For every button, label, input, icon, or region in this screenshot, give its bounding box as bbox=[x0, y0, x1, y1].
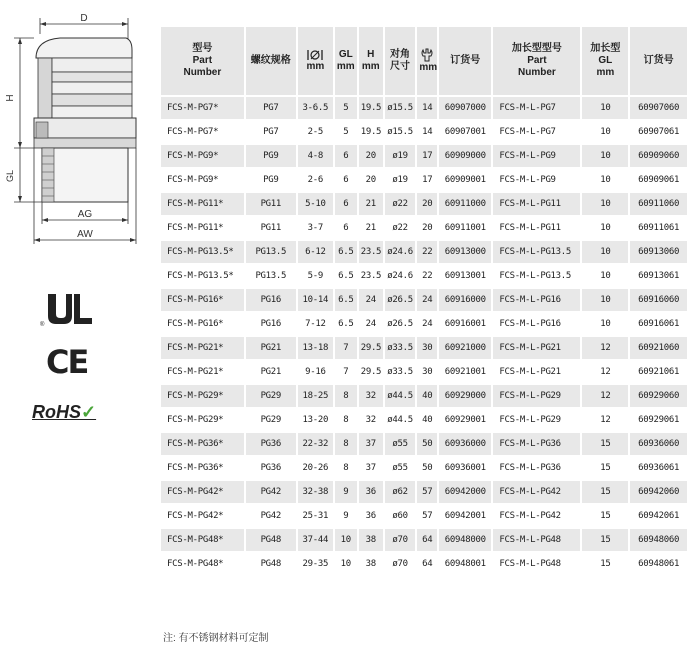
cell-long-part: FCS-M-L-PG7 bbox=[493, 97, 582, 119]
cell-gl: 6.5 bbox=[335, 265, 359, 287]
cell-diag: ø44.5 bbox=[385, 409, 418, 431]
cell-long-gl: 10 bbox=[582, 265, 630, 287]
cell-wrench: 22 bbox=[417, 265, 439, 287]
cell-order2: 60948061 bbox=[630, 553, 689, 575]
cell-order2: 60921060 bbox=[630, 337, 689, 359]
cell-part: FCS-M-PG13.5* bbox=[161, 265, 246, 287]
wrench-icon bbox=[420, 48, 434, 62]
cell-long-part: FCS-M-L-PG42 bbox=[493, 505, 582, 527]
col-order2: 订货号 bbox=[630, 27, 689, 95]
cell-h: 38 bbox=[359, 553, 385, 575]
cell-gl: 7 bbox=[335, 361, 359, 383]
col-wrench: mm bbox=[417, 27, 439, 95]
col-thread: 螺纹规格 bbox=[246, 27, 298, 95]
cell-diag: ø62 bbox=[385, 481, 418, 503]
cell-part: FCS-M-PG29* bbox=[161, 409, 246, 431]
cell-thread: PG13.5 bbox=[246, 265, 298, 287]
cell-diag: ø44.5 bbox=[385, 385, 418, 407]
cell-clamp: 13-20 bbox=[298, 409, 335, 431]
cell-diag: ø33.5 bbox=[385, 361, 418, 383]
cell-order2: 60916061 bbox=[630, 313, 689, 335]
cell-h: 20 bbox=[359, 145, 385, 167]
cell-diag: ø55 bbox=[385, 457, 418, 479]
cell-wrench: 64 bbox=[417, 529, 439, 551]
cell-part: FCS-M-PG36* bbox=[161, 433, 246, 455]
cell-gl: 9 bbox=[335, 481, 359, 503]
cell-long-part: FCS-M-L-PG21 bbox=[493, 361, 582, 383]
cell-part: FCS-M-PG9* bbox=[161, 169, 246, 191]
cell-thread: PG9 bbox=[246, 145, 298, 167]
cell-long-part: FCS-M-L-PG9 bbox=[493, 169, 582, 191]
cell-thread: PG16 bbox=[246, 313, 298, 335]
cell-order2: 60942061 bbox=[630, 505, 689, 527]
cell-gl: 8 bbox=[335, 433, 359, 455]
cell-clamp: 13-18 bbox=[298, 337, 335, 359]
cell-long-gl: 15 bbox=[582, 457, 630, 479]
table-row bbox=[161, 361, 689, 383]
cell-gl: 10 bbox=[335, 553, 359, 575]
col-gl: GL mm bbox=[335, 27, 359, 95]
cell-h: 19.5 bbox=[359, 121, 385, 143]
cell-h: 21 bbox=[359, 217, 385, 239]
cell-h: 37 bbox=[359, 457, 385, 479]
cell-wrench: 50 bbox=[417, 433, 439, 455]
cell-diag: ø33.5 bbox=[385, 337, 418, 359]
cell-order2: 60921061 bbox=[630, 361, 689, 383]
table-row bbox=[161, 169, 689, 191]
cell-thread: PG16 bbox=[246, 289, 298, 311]
cell-wrench: 20 bbox=[417, 193, 439, 215]
cell-diag: ø60 bbox=[385, 505, 418, 527]
cell-order: 60929001 bbox=[439, 409, 493, 431]
table-row bbox=[161, 433, 689, 455]
cell-diag: ø70 bbox=[385, 553, 418, 575]
cell-h: 20 bbox=[359, 169, 385, 191]
table-row bbox=[161, 97, 689, 119]
left-panel bbox=[0, 0, 160, 669]
cell-diag: ø26.5 bbox=[385, 313, 418, 335]
cell-order2: 60936060 bbox=[630, 433, 689, 455]
cell-clamp: 25-31 bbox=[298, 505, 335, 527]
cell-gl: 6.5 bbox=[335, 241, 359, 263]
cell-thread: PG29 bbox=[246, 409, 298, 431]
table-row bbox=[161, 289, 689, 311]
cell-long-part: FCS-M-L-PG11 bbox=[493, 193, 582, 215]
cell-long-part: FCS-M-L-PG29 bbox=[493, 385, 582, 407]
cell-order2: 60913060 bbox=[630, 241, 689, 263]
cell-order2: 60942060 bbox=[630, 481, 689, 503]
cell-h: 24 bbox=[359, 313, 385, 335]
cell-long-part: FCS-M-L-PG48 bbox=[493, 553, 582, 575]
col-long-gl: 加长型 GL mm bbox=[582, 27, 630, 95]
dim-aw-label: AW bbox=[77, 229, 93, 240]
cell-wrench: 50 bbox=[417, 457, 439, 479]
cell-order2: 60916060 bbox=[630, 289, 689, 311]
cell-order: 60913000 bbox=[439, 241, 493, 263]
cell-thread: PG48 bbox=[246, 529, 298, 551]
cell-clamp: 2-5 bbox=[298, 121, 335, 143]
svg-text:®: ® bbox=[40, 322, 45, 328]
cell-order2: 60911060 bbox=[630, 193, 689, 215]
cell-h: 29.5 bbox=[359, 337, 385, 359]
cell-clamp: 3-7 bbox=[298, 217, 335, 239]
cell-wrench: 22 bbox=[417, 241, 439, 263]
cell-wrench: 24 bbox=[417, 289, 439, 311]
cell-clamp: 3-6.5 bbox=[298, 97, 335, 119]
cell-order: 60911000 bbox=[439, 193, 493, 215]
col-model: 型号 Part Number bbox=[161, 27, 246, 95]
cell-clamp: 18-25 bbox=[298, 385, 335, 407]
cell-diag: ø19 bbox=[385, 169, 418, 191]
cell-thread: PG11 bbox=[246, 217, 298, 239]
cell-h: 37 bbox=[359, 433, 385, 455]
table-row bbox=[161, 241, 689, 263]
table-row bbox=[161, 313, 689, 335]
cell-order2: 60936061 bbox=[630, 457, 689, 479]
col-clamp: mm bbox=[298, 27, 335, 95]
cell-order: 60913001 bbox=[439, 265, 493, 287]
cell-clamp: 6-12 bbox=[298, 241, 335, 263]
cell-part: FCS-M-PG36* bbox=[161, 457, 246, 479]
cell-order: 60909000 bbox=[439, 145, 493, 167]
cell-gl: 9 bbox=[335, 505, 359, 527]
cell-thread: PG36 bbox=[246, 457, 298, 479]
cell-thread: PG7 bbox=[246, 97, 298, 119]
cell-long-part: FCS-M-L-PG11 bbox=[493, 217, 582, 239]
check-icon: ✓ bbox=[81, 402, 97, 422]
cell-thread: PG11 bbox=[246, 193, 298, 215]
cell-long-gl: 10 bbox=[582, 289, 630, 311]
cell-order2: 60911061 bbox=[630, 217, 689, 239]
cell-part: FCS-M-PG48* bbox=[161, 529, 246, 551]
cell-clamp: 20-26 bbox=[298, 457, 335, 479]
cell-wrench: 17 bbox=[417, 145, 439, 167]
cell-order: 60948000 bbox=[439, 529, 493, 551]
cell-part: FCS-M-PG7* bbox=[161, 97, 246, 119]
cell-long-gl: 12 bbox=[582, 361, 630, 383]
cell-h: 29.5 bbox=[359, 361, 385, 383]
cell-long-part: FCS-M-L-PG36 bbox=[493, 457, 582, 479]
col-order: 订货号 bbox=[439, 27, 493, 95]
cell-part: FCS-M-PG7* bbox=[161, 121, 246, 143]
footnote: 注: 有不锈钢材料可定制 bbox=[163, 633, 269, 644]
table-row bbox=[161, 385, 689, 407]
cell-diag: ø19 bbox=[385, 145, 418, 167]
cell-long-part: FCS-M-L-PG42 bbox=[493, 481, 582, 503]
cell-h: 38 bbox=[359, 529, 385, 551]
cell-order: 60948001 bbox=[439, 553, 493, 575]
cell-wrench: 64 bbox=[417, 553, 439, 575]
cell-diag: ø70 bbox=[385, 529, 418, 551]
cell-long-part: FCS-M-L-PG16 bbox=[493, 289, 582, 311]
cell-gl: 6.5 bbox=[335, 313, 359, 335]
cell-gl: 10 bbox=[335, 529, 359, 551]
cell-gl: 6 bbox=[335, 193, 359, 215]
cell-order: 60936000 bbox=[439, 433, 493, 455]
table-row bbox=[161, 529, 689, 551]
cell-diag: ø24.6 bbox=[385, 241, 418, 263]
cell-order: 60916000 bbox=[439, 289, 493, 311]
cell-part: FCS-M-PG11* bbox=[161, 217, 246, 239]
cell-h: 32 bbox=[359, 385, 385, 407]
table-row bbox=[161, 337, 689, 359]
cell-clamp: 5-10 bbox=[298, 193, 335, 215]
cell-long-part: FCS-M-L-PG16 bbox=[493, 313, 582, 335]
col-long-model: 加长型型号 Part Number bbox=[493, 27, 582, 95]
cell-h: 19.5 bbox=[359, 97, 385, 119]
cell-wrench: 30 bbox=[417, 337, 439, 359]
cell-wrench: 20 bbox=[417, 217, 439, 239]
cell-long-gl: 10 bbox=[582, 121, 630, 143]
cell-order: 60929000 bbox=[439, 385, 493, 407]
table-row bbox=[161, 409, 689, 431]
cell-wrench: 30 bbox=[417, 361, 439, 383]
cell-order: 60911001 bbox=[439, 217, 493, 239]
cell-part: FCS-M-PG9* bbox=[161, 145, 246, 167]
cell-diag: ø26.5 bbox=[385, 289, 418, 311]
table-row bbox=[161, 265, 689, 287]
spec-table bbox=[161, 25, 689, 577]
cell-part: FCS-M-PG29* bbox=[161, 385, 246, 407]
cell-gl: 8 bbox=[335, 409, 359, 431]
cell-gl: 6 bbox=[335, 169, 359, 191]
cell-h: 36 bbox=[359, 505, 385, 527]
cell-wrench: 40 bbox=[417, 385, 439, 407]
cell-thread: PG36 bbox=[246, 433, 298, 455]
cell-order: 60942000 bbox=[439, 481, 493, 503]
cell-h: 23.5 bbox=[359, 241, 385, 263]
table-row bbox=[161, 145, 689, 167]
cell-part: FCS-M-PG11* bbox=[161, 193, 246, 215]
cell-clamp: 9-16 bbox=[298, 361, 335, 383]
cell-order: 60921000 bbox=[439, 337, 493, 359]
cell-diag: ø24.6 bbox=[385, 265, 418, 287]
cell-gl: 8 bbox=[335, 457, 359, 479]
cell-long-gl: 12 bbox=[582, 409, 630, 431]
header-row bbox=[161, 27, 689, 95]
cell-gl: 7 bbox=[335, 337, 359, 359]
cell-gl: 6 bbox=[335, 145, 359, 167]
cell-order: 60916001 bbox=[439, 313, 493, 335]
cell-long-part: FCS-M-L-PG13.5 bbox=[493, 241, 582, 263]
cell-order: 60936001 bbox=[439, 457, 493, 479]
dim-gl-label: GL bbox=[5, 169, 15, 183]
table-row bbox=[161, 457, 689, 479]
cell-order2: 60909061 bbox=[630, 169, 689, 191]
clamping-range-icon bbox=[306, 49, 324, 61]
cell-long-gl: 10 bbox=[582, 97, 630, 119]
cell-clamp: 10-14 bbox=[298, 289, 335, 311]
cell-part: FCS-M-PG16* bbox=[161, 289, 246, 311]
dim-d-label: D bbox=[80, 13, 88, 24]
cell-order2: 60907061 bbox=[630, 121, 689, 143]
cell-thread: PG13.5 bbox=[246, 241, 298, 263]
col-diag: 对角 尺寸 bbox=[385, 27, 418, 95]
cell-diag: ø22 bbox=[385, 193, 418, 215]
cell-clamp: 5-9 bbox=[298, 265, 335, 287]
cell-order: 60942001 bbox=[439, 505, 493, 527]
cell-order2: 60929060 bbox=[630, 385, 689, 407]
cell-clamp: 32-38 bbox=[298, 481, 335, 503]
cell-clamp: 37-44 bbox=[298, 529, 335, 551]
cell-h: 24 bbox=[359, 289, 385, 311]
cable-gland-diagram bbox=[0, 10, 160, 250]
cell-long-part: FCS-M-L-PG9 bbox=[493, 145, 582, 167]
cell-diag: ø15.5 bbox=[385, 121, 418, 143]
cell-order2: 60929061 bbox=[630, 409, 689, 431]
cell-order: 60907000 bbox=[439, 97, 493, 119]
cell-wrench: 14 bbox=[417, 97, 439, 119]
cell-long-gl: 15 bbox=[582, 553, 630, 575]
table-row bbox=[161, 505, 689, 527]
dim-ag-label: AG bbox=[77, 209, 93, 220]
cell-part: FCS-M-PG21* bbox=[161, 337, 246, 359]
cell-thread: PG21 bbox=[246, 361, 298, 383]
table-row bbox=[161, 121, 689, 143]
cell-part: FCS-M-PG48* bbox=[161, 553, 246, 575]
cell-order2: 60907060 bbox=[630, 97, 689, 119]
table-row bbox=[161, 481, 689, 503]
cell-long-gl: 10 bbox=[582, 313, 630, 335]
cell-long-gl: 15 bbox=[582, 433, 630, 455]
cell-thread: PG48 bbox=[246, 553, 298, 575]
cell-wrench: 57 bbox=[417, 481, 439, 503]
cell-thread: PG21 bbox=[246, 337, 298, 359]
cell-h: 36 bbox=[359, 481, 385, 503]
cell-gl: 8 bbox=[335, 385, 359, 407]
cell-clamp: 7-12 bbox=[298, 313, 335, 335]
cell-h: 23.5 bbox=[359, 265, 385, 287]
cell-long-part: FCS-M-L-PG21 bbox=[493, 337, 582, 359]
cell-wrench: 17 bbox=[417, 169, 439, 191]
cell-long-gl: 10 bbox=[582, 145, 630, 167]
cell-long-part: FCS-M-L-PG29 bbox=[493, 409, 582, 431]
cell-h: 21 bbox=[359, 193, 385, 215]
cell-order: 60907001 bbox=[439, 121, 493, 143]
cell-long-part: FCS-M-L-PG13.5 bbox=[493, 265, 582, 287]
cell-order2: 60913061 bbox=[630, 265, 689, 287]
cell-long-part: FCS-M-L-PG7 bbox=[493, 121, 582, 143]
cell-part: FCS-M-PG21* bbox=[161, 361, 246, 383]
cell-thread: PG42 bbox=[246, 505, 298, 527]
cell-gl: 5 bbox=[335, 121, 359, 143]
ul-logo-icon bbox=[38, 290, 98, 330]
table-body bbox=[161, 97, 689, 575]
cell-wrench: 57 bbox=[417, 505, 439, 527]
col-h: H mm bbox=[359, 27, 385, 95]
cell-part: FCS-M-PG42* bbox=[161, 481, 246, 503]
ce-mark: CE bbox=[46, 343, 88, 381]
cell-long-gl: 15 bbox=[582, 529, 630, 551]
table-row bbox=[161, 217, 689, 239]
cell-diag: ø15.5 bbox=[385, 97, 418, 119]
cell-thread: PG29 bbox=[246, 385, 298, 407]
cell-long-gl: 15 bbox=[582, 481, 630, 503]
cell-h: 32 bbox=[359, 409, 385, 431]
rohs-mark bbox=[32, 402, 96, 423]
cell-clamp: 4-8 bbox=[298, 145, 335, 167]
cell-gl: 5 bbox=[335, 97, 359, 119]
cell-gl: 6.5 bbox=[335, 289, 359, 311]
cell-long-gl: 15 bbox=[582, 505, 630, 527]
dim-h-label: H bbox=[5, 94, 16, 102]
cell-order: 60921001 bbox=[439, 361, 493, 383]
cell-long-gl: 10 bbox=[582, 217, 630, 239]
cell-order2: 60909060 bbox=[630, 145, 689, 167]
cell-part: FCS-M-PG16* bbox=[161, 313, 246, 335]
cell-order: 60909001 bbox=[439, 169, 493, 191]
cell-long-part: FCS-M-L-PG48 bbox=[493, 529, 582, 551]
cell-diag: ø22 bbox=[385, 217, 418, 239]
cell-thread: PG9 bbox=[246, 169, 298, 191]
cell-wrench: 24 bbox=[417, 313, 439, 335]
cell-long-gl: 10 bbox=[582, 241, 630, 263]
cell-diag: ø55 bbox=[385, 433, 418, 455]
cell-long-gl: 12 bbox=[582, 385, 630, 407]
cell-long-gl: 12 bbox=[582, 337, 630, 359]
cell-long-gl: 10 bbox=[582, 193, 630, 215]
cell-gl: 6 bbox=[335, 217, 359, 239]
cell-clamp: 29-35 bbox=[298, 553, 335, 575]
cell-wrench: 14 bbox=[417, 121, 439, 143]
table-row bbox=[161, 553, 689, 575]
cell-thread: PG42 bbox=[246, 481, 298, 503]
cell-clamp: 2-6 bbox=[298, 169, 335, 191]
cell-order2: 60948060 bbox=[630, 529, 689, 551]
rohs-text: RoHS bbox=[32, 402, 81, 422]
cell-clamp: 22-32 bbox=[298, 433, 335, 455]
cell-thread: PG7 bbox=[246, 121, 298, 143]
cell-long-gl: 10 bbox=[582, 169, 630, 191]
cell-part: FCS-M-PG13.5* bbox=[161, 241, 246, 263]
table-row bbox=[161, 193, 689, 215]
cell-wrench: 40 bbox=[417, 409, 439, 431]
cell-part: FCS-M-PG42* bbox=[161, 505, 246, 527]
cell-long-part: FCS-M-L-PG36 bbox=[493, 433, 582, 455]
